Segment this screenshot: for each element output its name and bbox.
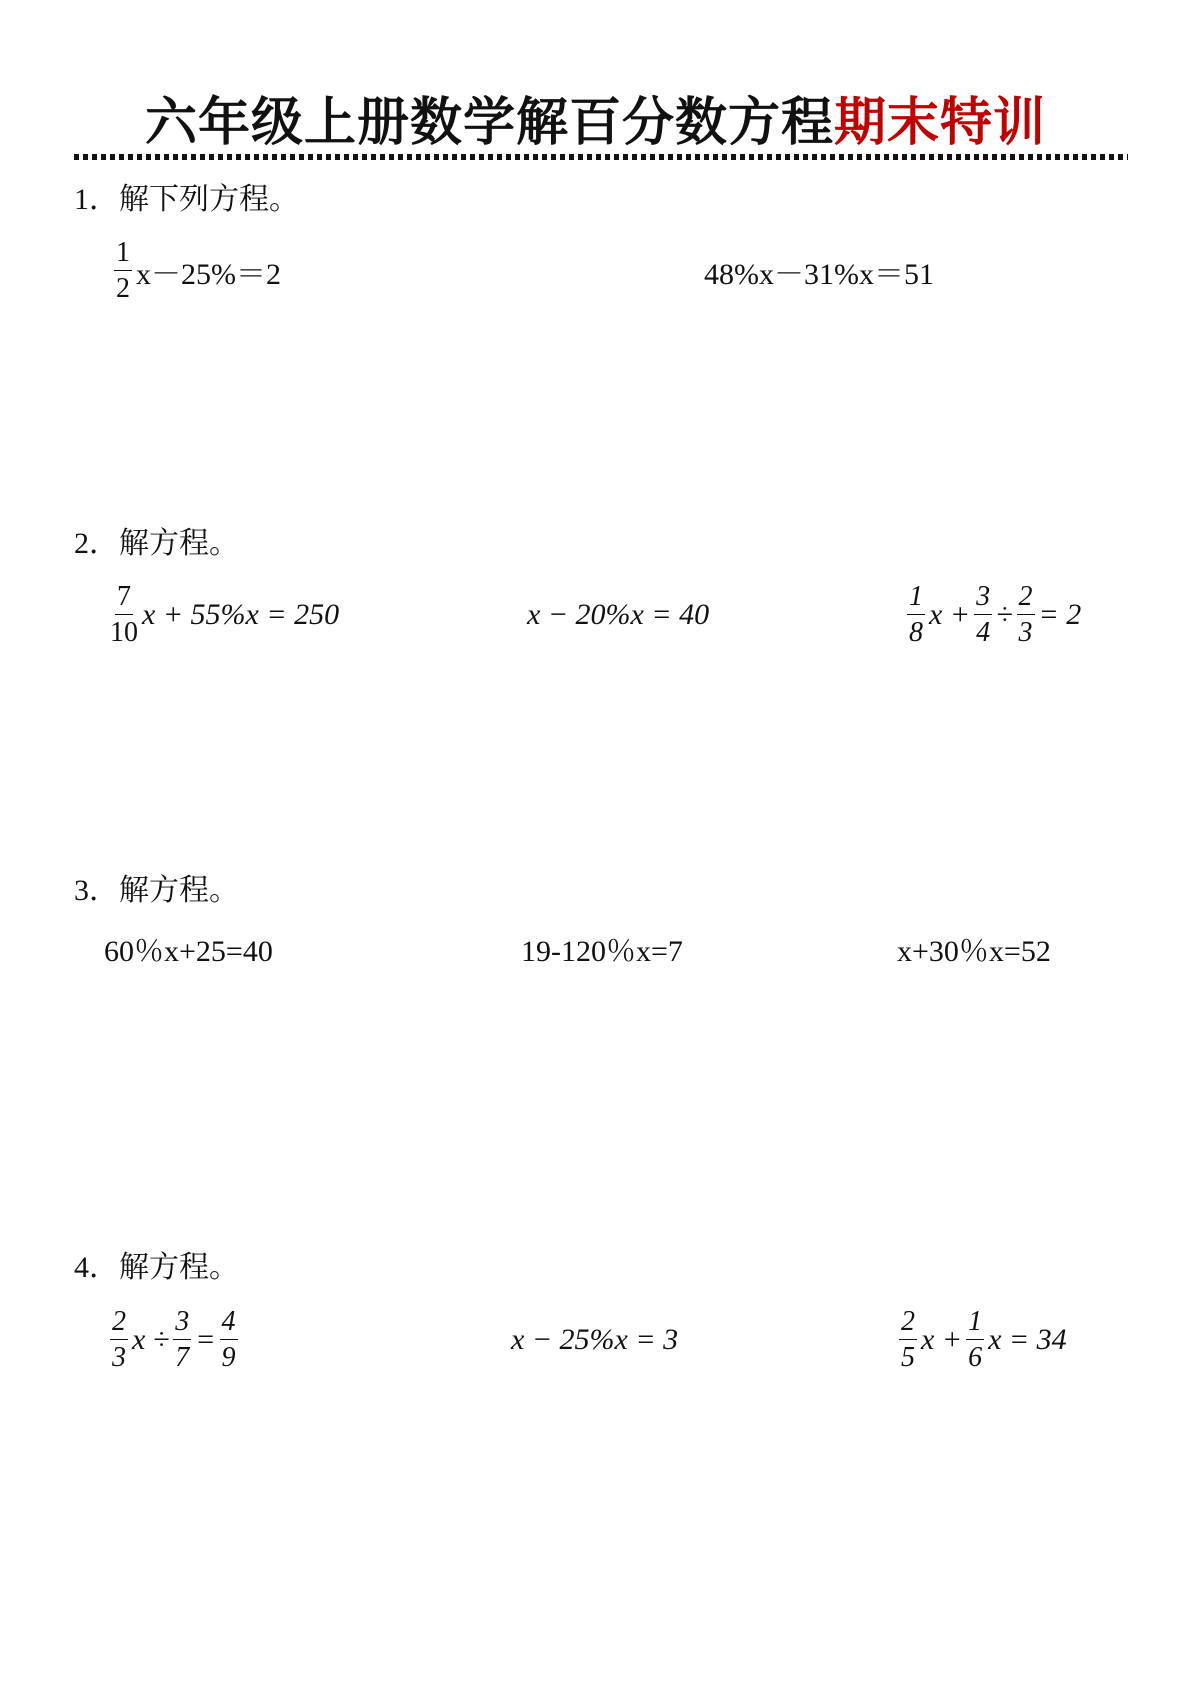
question-1-label: 1．解下列方程。 (74, 183, 299, 216)
equation-3-1 (104, 908, 273, 988)
equation-text: x − 20%x = 40 (527, 598, 710, 631)
fraction: $\frac{2}{5}$ (901, 1306, 915, 1373)
equation-2-2 (527, 575, 709, 655)
equation-4-2 (511, 1300, 678, 1380)
equation-3-3 (897, 908, 1051, 988)
fraction: $\frac{2}{3}$ (1018, 581, 1033, 648)
fraction: $\frac{2}{3}$ (112, 1306, 126, 1373)
question-3-label: 3．解方程。 (74, 874, 239, 907)
equation-text: 60％x+25=40 (104, 935, 273, 968)
equation-text: x+30％x=52 (897, 935, 1051, 968)
fraction: $\frac{3}{4}$ (976, 581, 991, 648)
equation-text: 19-120％x=7 (521, 935, 683, 968)
fraction: $\frac{4}{9}$ (221, 1306, 236, 1373)
equation-3-2 (521, 908, 683, 988)
dotted-divider (74, 154, 1128, 160)
equation-text: x + 55%x = 250 (142, 598, 340, 631)
equation-2-3: $\frac{1}{8}$ x + $\frac{3}{4}$ ÷ $\frac{2}{3}$ = 2 (909, 581, 1082, 648)
title-highlight: 期末特训 (834, 93, 1047, 153)
equation-4-3: $\frac{2}{5}$ x + $\frac{1}{6}$ x = 34 (901, 1306, 1067, 1373)
fraction: $\frac{1}{8}$ (909, 581, 923, 648)
fraction: $\frac{1}{6}$ (968, 1306, 983, 1373)
equation-text: x－25%＝2 (136, 258, 281, 291)
page-title (0, 80, 1191, 155)
equation-4-1: $\frac{2}{3}$ x ÷ $\frac{3}{7}$ = $\frac{4}{9}$ (112, 1306, 236, 1373)
equation-text: x − 25%x = 3 (511, 1323, 679, 1356)
question-4-label: 4．解方程。 (74, 1251, 239, 1284)
equation-text: 48%x－31%x＝51 (704, 258, 934, 291)
equation-2-1 (106, 575, 339, 655)
fraction: $\frac{1}{2}$ (116, 237, 130, 304)
equation-1-1 (110, 231, 281, 311)
title-main: 六年级上册数学解百分数方程 (144, 93, 834, 153)
equation-1-2 (704, 231, 934, 311)
fraction: $\frac{3}{7}$ (175, 1306, 190, 1373)
question-2-label: 2．解方程。 (74, 527, 239, 560)
fraction: $\frac{7}{10}$ (110, 581, 138, 648)
